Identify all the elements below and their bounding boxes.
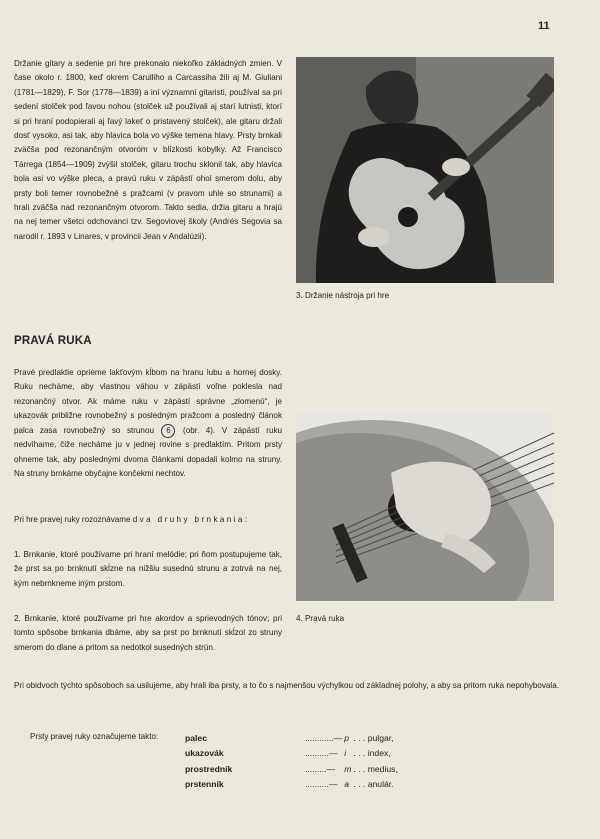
photo1-caption: 3. Držanie nástroja pri hre — [296, 291, 390, 300]
finger-name: prostredník — [185, 763, 233, 774]
strumming-intro-spaced: dva druhy brnkania — [132, 515, 245, 524]
finger-notation-label: Prsty pravej ruky označujeme takto: — [30, 732, 159, 741]
intro-text: Držanie gitary a sedenie pri hre prekonalo niekoľko základných zmien. V čase okolo r. 1800, keď okrem Carulliho a Carcassiha žili aj M. Giuliani (1781—1829), F. Sor (1778—1839) a iní významní gitaristi, používal sa pri sedení stolček pod ľavou nohou (stolček už používali aj starí lutnisti, ktorí si pri hraní podopierali aj ľavý lakeť o pristavený stolček), ale gitaru držali dosť vysoko, asi tak, aby hlavica bola vo výške temena hlavy. Prsty brnkali zväčša pod rezonančným otvorom v blízkosti kobylky. Až Francisco Tárrega (1854—1909) zvýšil stolček, gitaru trochu sklonil tak, aby hlavica bola asi vo výške pleca, a pravú ruku v zápästí ohol smerom dolu, aby prsty boli temer rovnobežné s pražcami (v pravom uhle so strunami) a hrali zväčša nad rezonančným otvorom. Takto sedia, držia gitaru a hrajú na nej temer všetci odchovanci tzv. Segoviovej školy (Andrés Segovia sa narodil r. 1893 v Linares, v provincii Jean v Andalúzii). — [14, 59, 282, 241]
finger-row — [185, 746, 398, 761]
strumming-item-1 — [14, 548, 282, 591]
strumming-intro-colon: : — [244, 515, 248, 524]
finger-abbr: i — [344, 748, 347, 759]
finger-latin: . . . anulár. — [353, 778, 394, 789]
string-number-circle: 6 — [161, 424, 175, 438]
finger-row — [185, 762, 398, 777]
guitarist-seated-photo — [296, 57, 554, 283]
finger-latin: . . . index, — [353, 748, 391, 759]
finger-notation-table — [185, 731, 398, 792]
strumming-item-2 — [14, 612, 282, 655]
finger-name: prstenník — [185, 778, 224, 789]
photo2-caption: 4. Pravá ruka — [296, 614, 345, 623]
finger-dots: .........— — [305, 763, 336, 774]
finger-latin: . . . medius, — [353, 763, 398, 774]
finger-latin: . . . pulgar, — [353, 733, 394, 743]
item2-text: 2. Brnkanie, ktoré používame pri hre akordov a sprievodných tónov; pri tomto spôsobe brnkania dbáme, aby sa prst po brnknutí skĺzol zo struny smerom do dlane a pritom sa nedotkol susedných strún. — [14, 614, 282, 652]
finger-row — [185, 777, 398, 792]
finger-dots: ..........— — [305, 778, 338, 789]
finger-name: palec — [185, 733, 207, 743]
full-width-paragraph — [14, 679, 559, 694]
page-number: 11 — [538, 20, 550, 32]
finger-dots: ..........— — [305, 748, 338, 759]
strumming-intro — [14, 513, 282, 527]
finger-abbr: m — [344, 763, 352, 774]
strumming-intro-text: Pri hre pravej ruky rozoznávame — [14, 515, 131, 524]
prava-ruka-paragraph — [14, 366, 282, 481]
item1-text: 1. Brnkanie, ktoré používame pri hraní melódie; pri ňom postupujeme tak, že prst sa po brnknutí skĺzne na nižšiu susednú strunu a zotrvá na nej, kým nebrnkneme iným prstom. — [14, 550, 282, 588]
finger-abbr: a — [344, 778, 350, 789]
prava-ruka-text-1: Pravé predlaktie oprieme lakťovým kĺbom na hranu lubu a hornej dosky. Ruku necháme, aby vlastnou váhou v zápästí voľne poklesla nad rezonančný otvor. Ak máme ruku v zápästí správne „zlomenú“, je ukazovák približne rovnobežný s posledným pražcom a posledný článok palca zasa rovnobežný so strunou — [14, 368, 282, 435]
right-hand-photo — [296, 413, 554, 601]
finger-name: ukazovák — [185, 748, 224, 759]
section-heading: PRAVÁ RUKA — [14, 335, 92, 347]
prava-ruka-text-2: (obr. 4). V zápästí ruku nedvíhame, čiže necháme ju v jednej rovine s predlaktím. Pritom prsty ohneme tak, aby poslednými dvoma článkami dopadali kolmo na struny. Na struny brnkáme obyčajne končekmi nechtov. — [14, 425, 283, 478]
full-width-text: Pri obidvoch týchto spôsoboch sa usilujeme, aby hrali iba prsty, a to čo s najmenšou výchylkou od základnej polohy, a aby sa pritom ruka nepohybovala. — [14, 681, 559, 690]
finger-row — [185, 731, 398, 746]
intro-paragraph — [14, 57, 282, 244]
finger-dots: ............— — [305, 733, 343, 743]
finger-abbr: p — [344, 733, 350, 743]
